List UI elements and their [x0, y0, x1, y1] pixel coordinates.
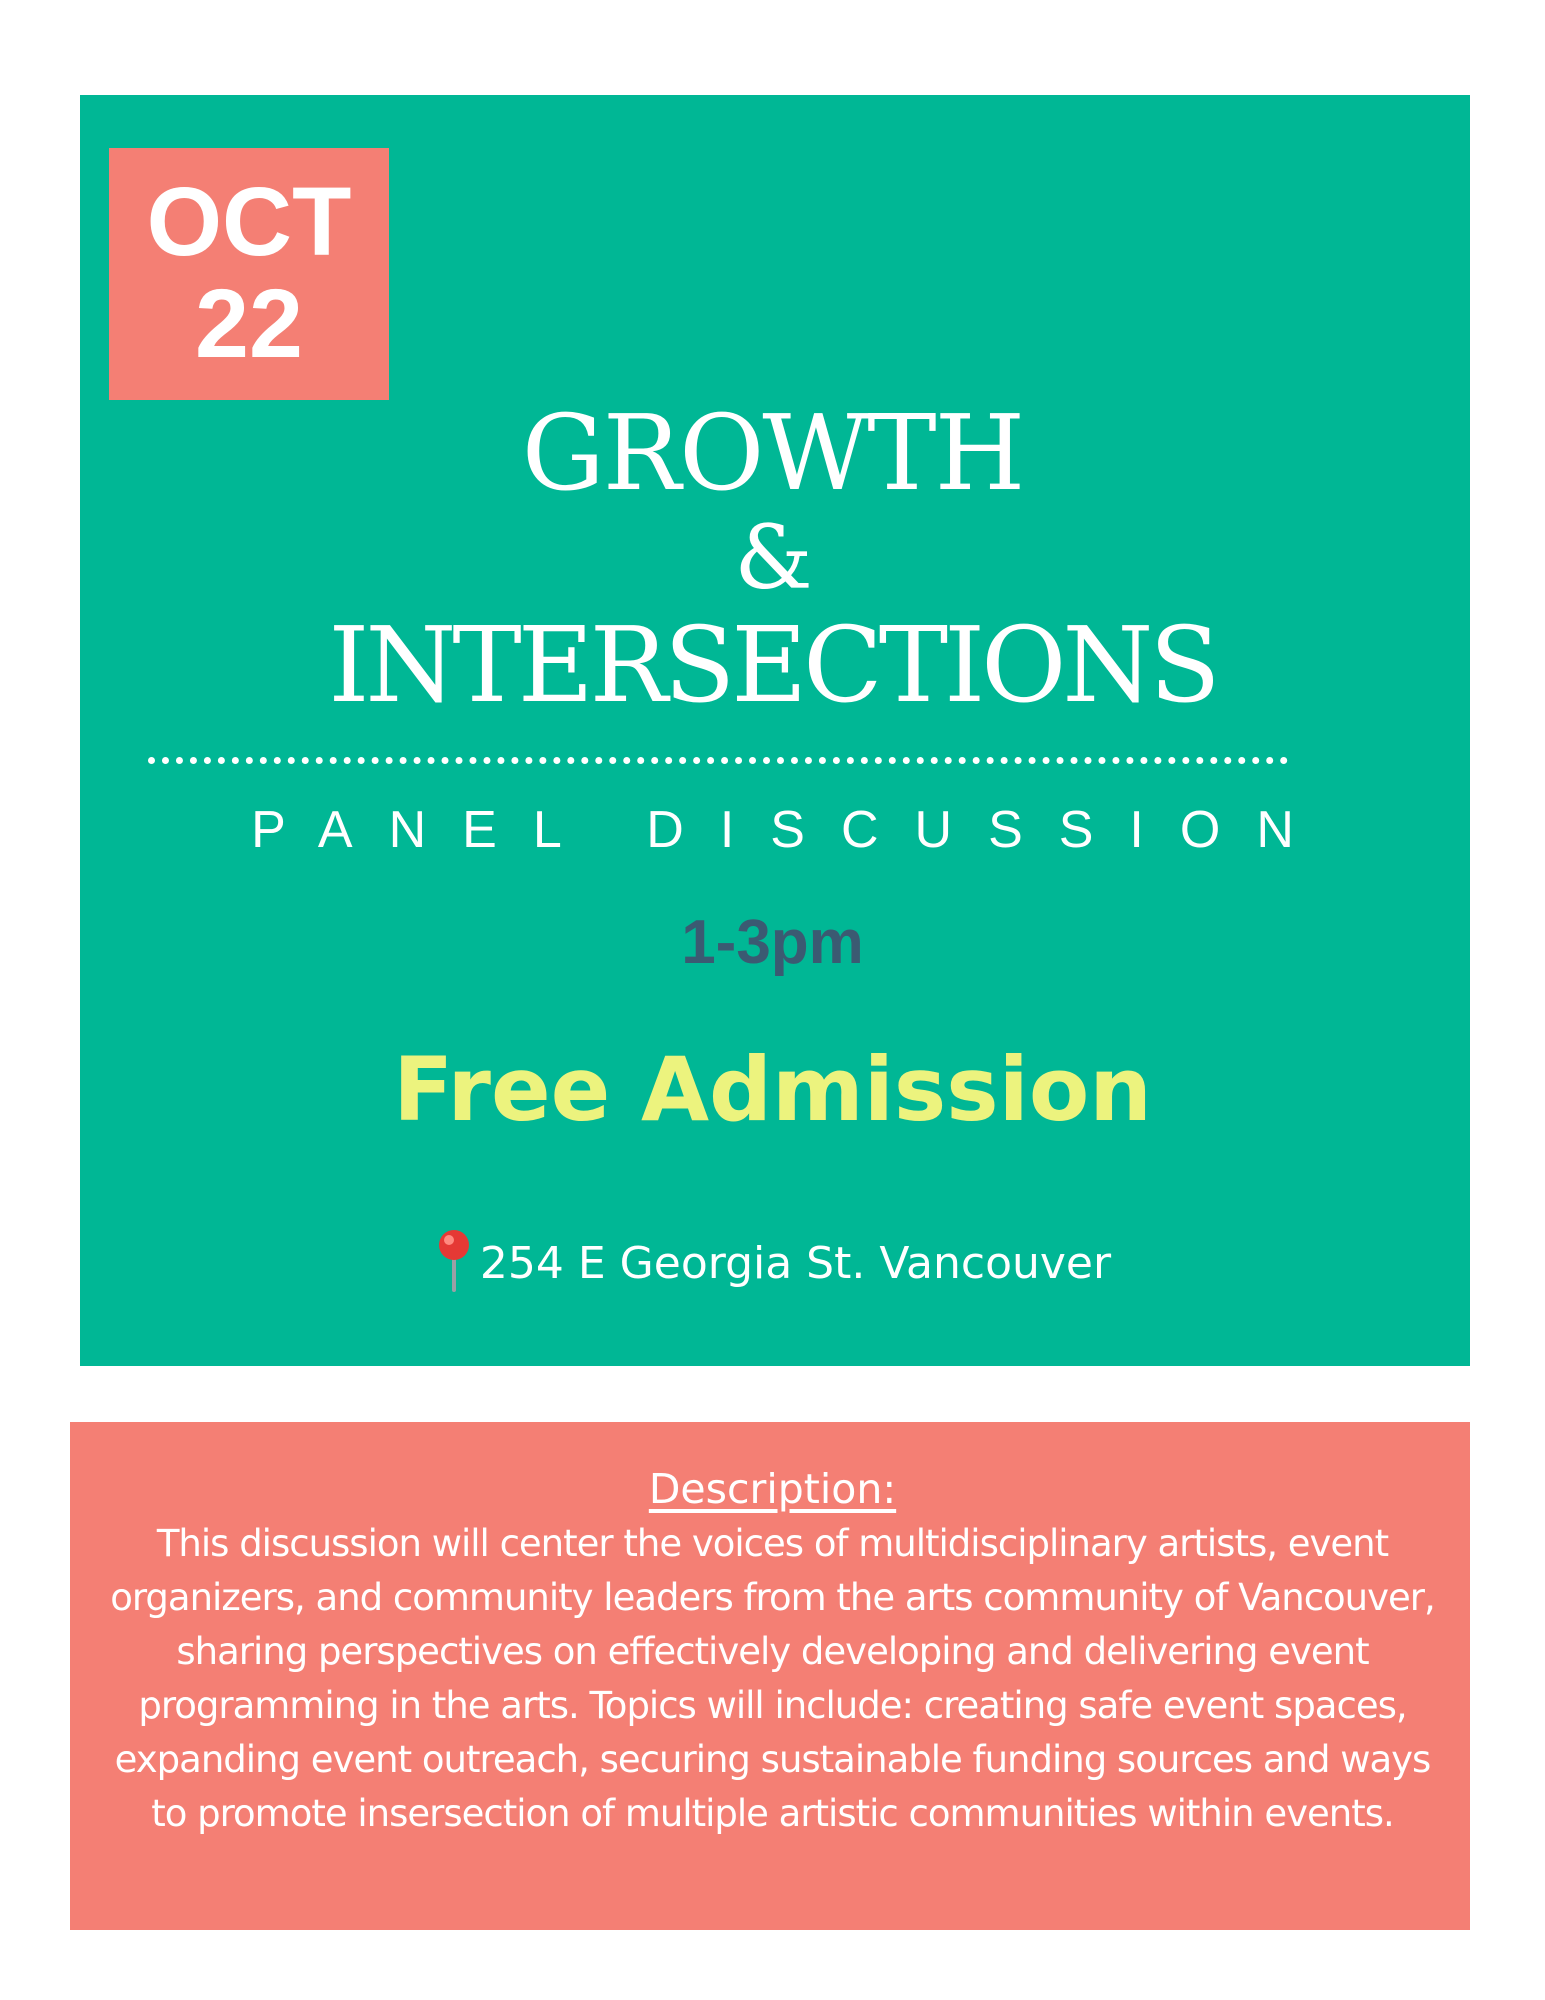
event-address	[0, 1228, 1545, 1292]
date-day: 22	[195, 269, 303, 378]
description-heading: Description:	[648, 1465, 897, 1513]
event-time: 1-3pm	[681, 908, 864, 977]
description-body: This discussion will center the voices of multidisciplinary artists, event organizers, and community leaders from the arts community of Vancouver, sharing perspectives on effectively developing and delivering event programming in the arts. Topics will include: creating safe event spaces, expanding event outreach, securing sustainable funding sources and ways to promote insersection of multiple artistic communities within events.	[110, 1522, 1435, 1835]
event-subtitle: PANEL DISCUSSION	[251, 801, 1330, 859]
admission-label: Free Admission	[393, 1038, 1152, 1141]
title-line-growth: GROWTH	[521, 392, 1024, 514]
pin-icon	[434, 1228, 474, 1292]
date-month: OCT	[146, 167, 352, 276]
dotted-divider	[148, 757, 1288, 764]
date-badge	[109, 148, 389, 400]
address-text: 254 E Georgia St. Vancouver	[479, 1238, 1112, 1289]
title-line-ampersand: &	[734, 506, 811, 609]
title-line-intersections: INTERSECTIONS	[328, 604, 1217, 726]
